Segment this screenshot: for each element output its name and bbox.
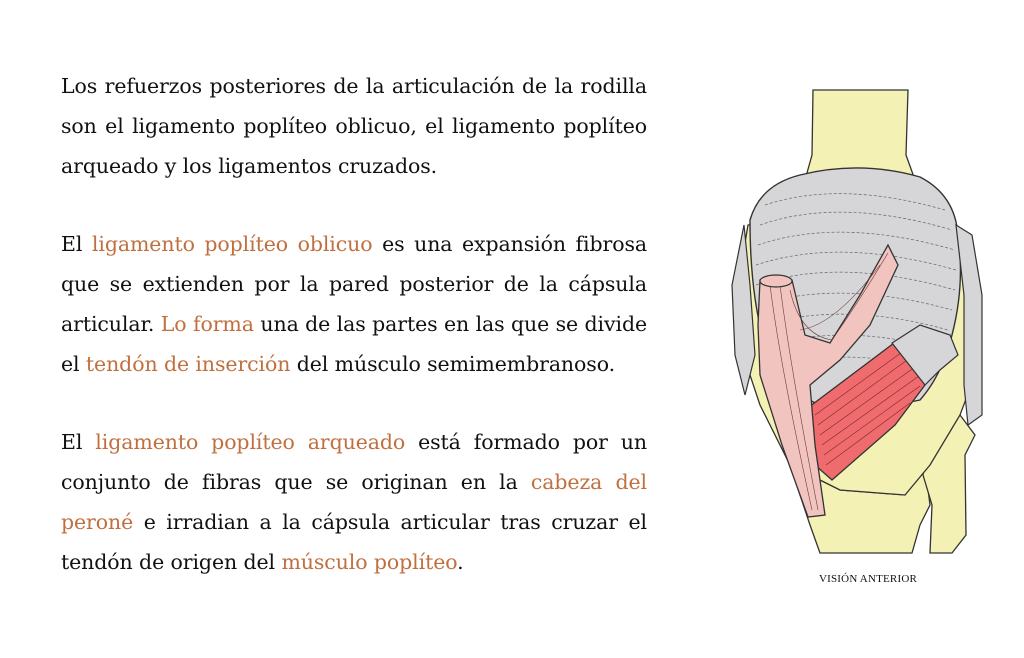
text-run: . [457, 550, 464, 574]
text-run: El [61, 232, 92, 256]
text-run: e irradian a la cápsula articular tras cruzar el tendón de origen del [61, 510, 647, 574]
intro-text: Los refuerzos posteriores de la articulación de la rodilla son el ligamento poplíteo oblicuo, el ligamento poplíteo arqueado y los ligamentos cruzados. [61, 74, 647, 178]
text-column [61, 66, 647, 620]
paragraph-oblique-ligament [61, 224, 647, 384]
tendon-stump [760, 275, 792, 287]
term-arcuate-popliteal-ligament[interactable]: ligamento poplíteo arqueado [95, 430, 406, 454]
text-run: del músculo semimembranoso. [290, 352, 615, 376]
term-fibular-head[interactable]: cabeza del peroné [61, 470, 647, 534]
text-run: es una expansión fibrosa que se extienden por la pared posterior de la cápsula articular. [61, 232, 648, 336]
knee-anatomy-illustration [720, 85, 1000, 555]
figure-caption: VISIÓN ANTERIOR [818, 573, 918, 585]
term-popliteus-muscle[interactable]: músculo poplíteo [281, 550, 458, 574]
text-run: El [61, 430, 96, 454]
term-insertion-tendon[interactable]: tendón de inserción [85, 352, 291, 376]
text-run: una de las partes en las que se divide el [61, 312, 648, 376]
term-lo-forma[interactable]: Lo forma [160, 312, 254, 336]
term-oblique-popliteal-ligament[interactable]: ligamento poplíteo oblicuo [91, 232, 373, 256]
text-run: está formado por un conjunto de fibras que se originan en la [61, 430, 647, 494]
paragraph-arcuate-ligament [61, 422, 647, 582]
paragraph-intro [61, 66, 647, 186]
